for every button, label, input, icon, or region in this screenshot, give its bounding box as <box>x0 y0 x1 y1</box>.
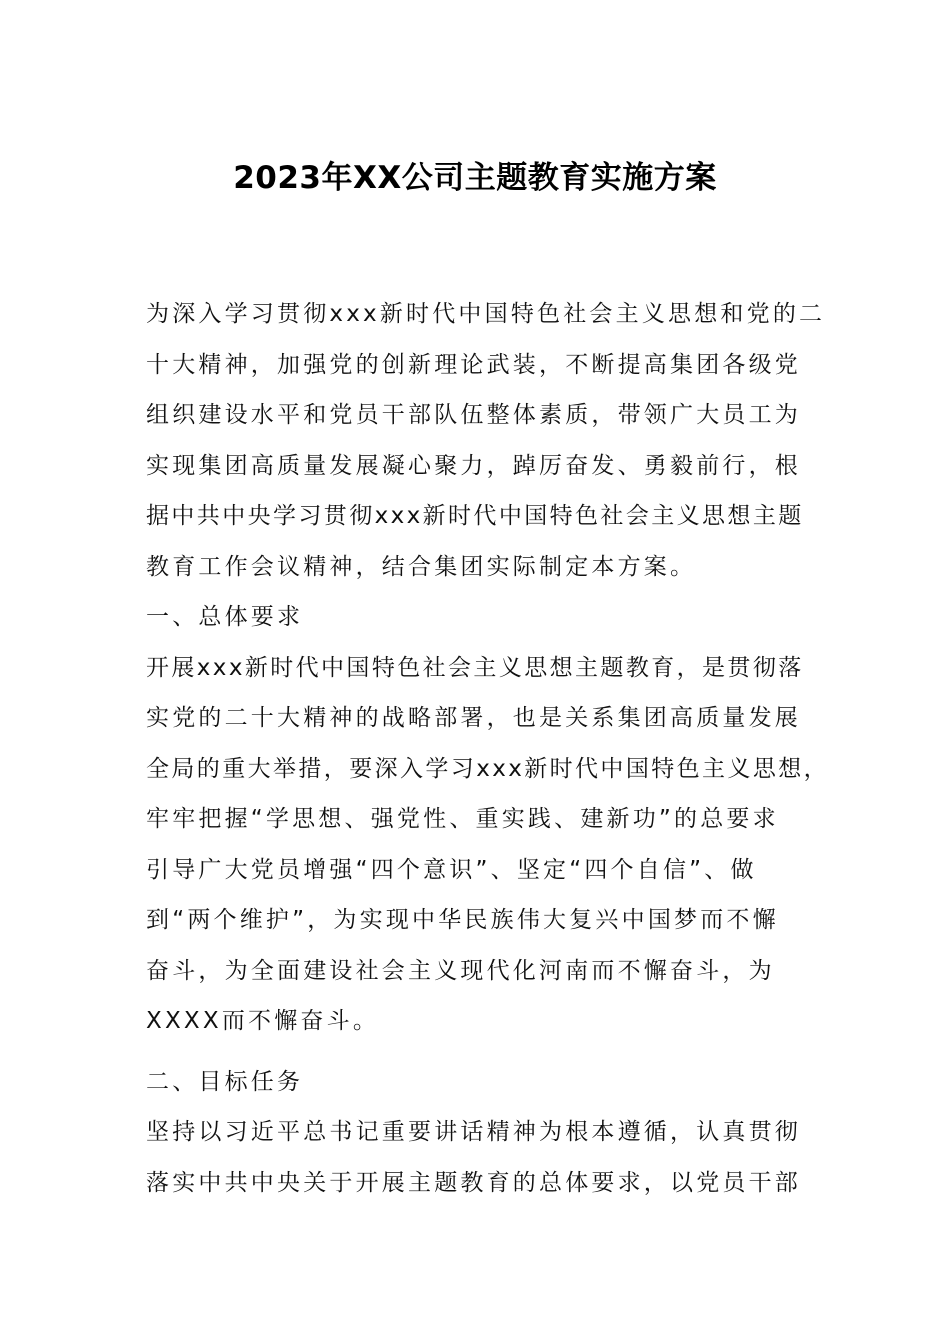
text-line: 牢牢把握“学思想、强党性、重实践、建新功”的总要求 <box>146 806 779 832</box>
text-line: 为深入学习贯彻xxx新时代中国特色社会主义思想和党的二 <box>146 301 826 327</box>
section-heading: 二、目标任务 <box>146 1068 304 1095</box>
text-line: 落实中共中央关于开展主题教育的总体要求，以党员干部 <box>146 1169 801 1196</box>
text-line: 教育工作会议精神，结合集团实际制定本方案。 <box>146 553 697 580</box>
text-line: 据中共中央学习贯彻xxx新时代中国特色社会主义思想主题 <box>146 503 804 529</box>
text-line: 奋斗，为全面建设社会主义现代化河南而不懈奋斗，为 <box>146 957 775 984</box>
document-title: 2023年XX公司主题教育实施方案 <box>233 160 717 196</box>
text-line: 实党的二十大精神的战略部署，也是关系集团高质量发展 <box>146 705 801 731</box>
text-line: 开展xxx新时代中国特色社会主义思想主题教育，是贯彻落 <box>146 654 804 681</box>
text-line: 实现集团高质量发展凝心聚力，踔厉奋发、勇毅前行，根 <box>146 452 801 479</box>
text-line: 坚持以习近平总书记重要讲话精神为根本遵循，认真贯彻 <box>146 1119 801 1145</box>
text-line: 到“两个维护”，为实现中华民族伟大复兴中国梦而不懈 <box>146 907 779 933</box>
text-line: 十大精神，加强党的创新理论武装，不断提高集团各级党 <box>146 351 801 378</box>
text-line: 全局的重大举措，要深入学习xxx新时代中国特色主义思想， <box>146 755 830 782</box>
document-body <box>146 289 830 1208</box>
text-line: XXXX而不懈奋斗。 <box>146 1008 380 1034</box>
section-heading: 一、总体要求 <box>146 604 304 630</box>
text-line: 组织建设水平和党员干部队伍整体素质，带领广大员工为 <box>146 402 801 428</box>
text-line: 引导广大党员增强“四个意识”、坚定“四个自信”、做 <box>146 856 757 883</box>
